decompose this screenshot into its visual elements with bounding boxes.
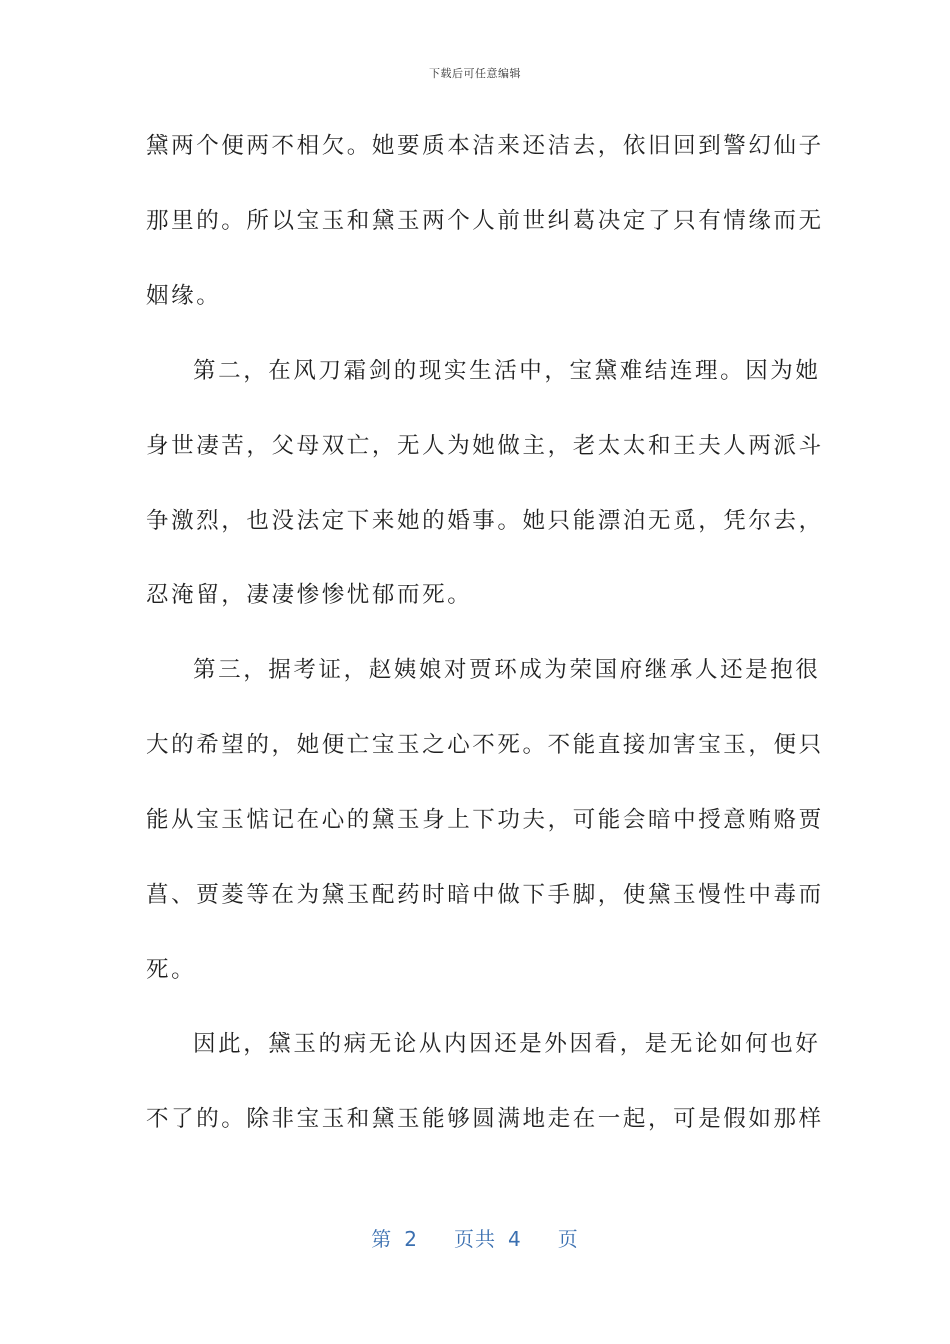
text-line: 那里的。所以宝玉和黛玉两个人前世纠葛决定了只有情缘而无 — [146, 208, 824, 234]
current-page-number: 2 — [404, 1227, 418, 1251]
text-line: 大的希望的，她便亡宝玉之心不死。不能直接加害宝玉，便只 — [146, 732, 824, 758]
page-header: 下载后可任意编辑 — [429, 67, 521, 80]
text-line: 菖、贾菱等在为黛玉配药时暗中做下手脚，使黛玉慢性中毒而 — [146, 882, 824, 908]
paragraph-first-line: 第二，在风刀霜剑的现实生活中，宝黛难结连理。因为她 — [193, 358, 821, 384]
page-number-footer — [0, 1225, 950, 1253]
footer-suffix: 页 — [557, 1227, 579, 1251]
total-pages-number: 4 — [508, 1227, 522, 1251]
paragraph-first-line: 第三，据考证，赵姨娘对贾环成为荣国府继承人还是抱很 — [193, 657, 821, 683]
footer-middle: 页共 — [454, 1227, 496, 1251]
paragraph-first-line: 因此，黛玉的病无论从内因还是外因看，是无论如何也好 — [193, 1031, 821, 1057]
text-line: 死。 — [146, 957, 197, 983]
text-line: 黛两个便两不相欠。她要质本洁来还洁去，依旧回到警幻仙子 — [146, 133, 824, 159]
footer-prefix: 第 — [371, 1227, 393, 1251]
text-line: 忍淹留，凄凄惨惨忧郁而死。 — [146, 582, 473, 608]
text-line: 争激烈，也没法定下来她的婚事。她只能漂泊无觅，凭尔去， — [146, 508, 824, 534]
text-line: 姻缘。 — [146, 283, 222, 309]
text-line: 不了的。除非宝玉和黛玉能够圆满地走在一起，可是假如那样 — [146, 1106, 824, 1132]
text-line: 身世凄苦，父母双亡，无人为她做主，老太太和王夫人两派斗 — [146, 433, 824, 459]
text-line: 能从宝玉惦记在心的黛玉身上下功夫，可能会暗中授意贿赂贾 — [146, 807, 824, 833]
